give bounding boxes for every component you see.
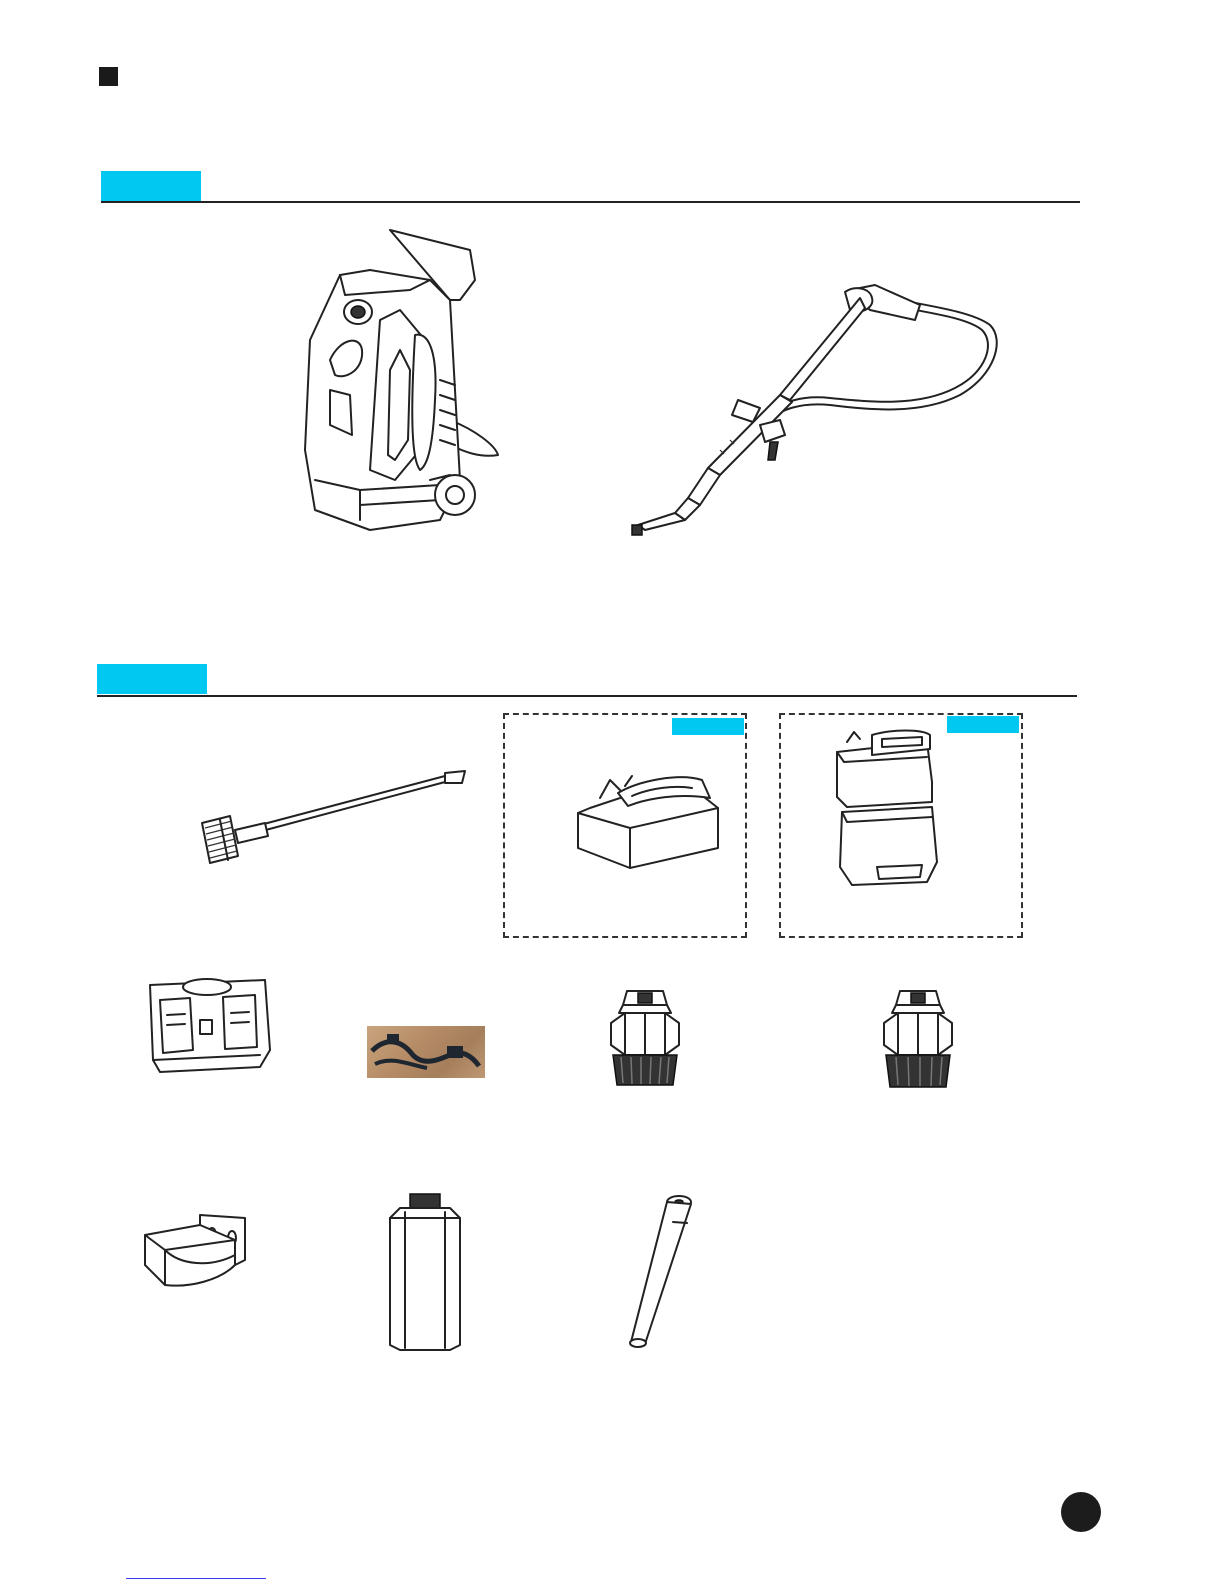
round-brush-icon (878, 983, 958, 1091)
power-cord-photo (367, 1026, 485, 1078)
heading-bullet-square (99, 67, 118, 86)
page-number-badge (1061, 1492, 1101, 1532)
battery-double-icon (832, 727, 942, 887)
steam-cleaner-icon (300, 220, 510, 540)
section-tab-accessories (97, 664, 207, 694)
section-tab-main-unit (101, 171, 201, 201)
section-divider-accessories (97, 695, 1077, 697)
tube-icon (625, 1192, 695, 1352)
charger-icon (145, 975, 275, 1075)
bottle-icon (385, 1190, 465, 1355)
round-brush-icon (605, 983, 685, 1091)
option-tab-single-battery (672, 718, 744, 735)
holder-icon (140, 1210, 250, 1292)
footer-link-underline[interactable] (126, 1578, 266, 1579)
option-tab-double-battery (947, 716, 1019, 733)
brush-wand-icon (190, 768, 470, 878)
battery-icon (570, 768, 725, 870)
section-divider-main-unit (101, 201, 1080, 203)
wand-hose-icon (620, 280, 1010, 540)
